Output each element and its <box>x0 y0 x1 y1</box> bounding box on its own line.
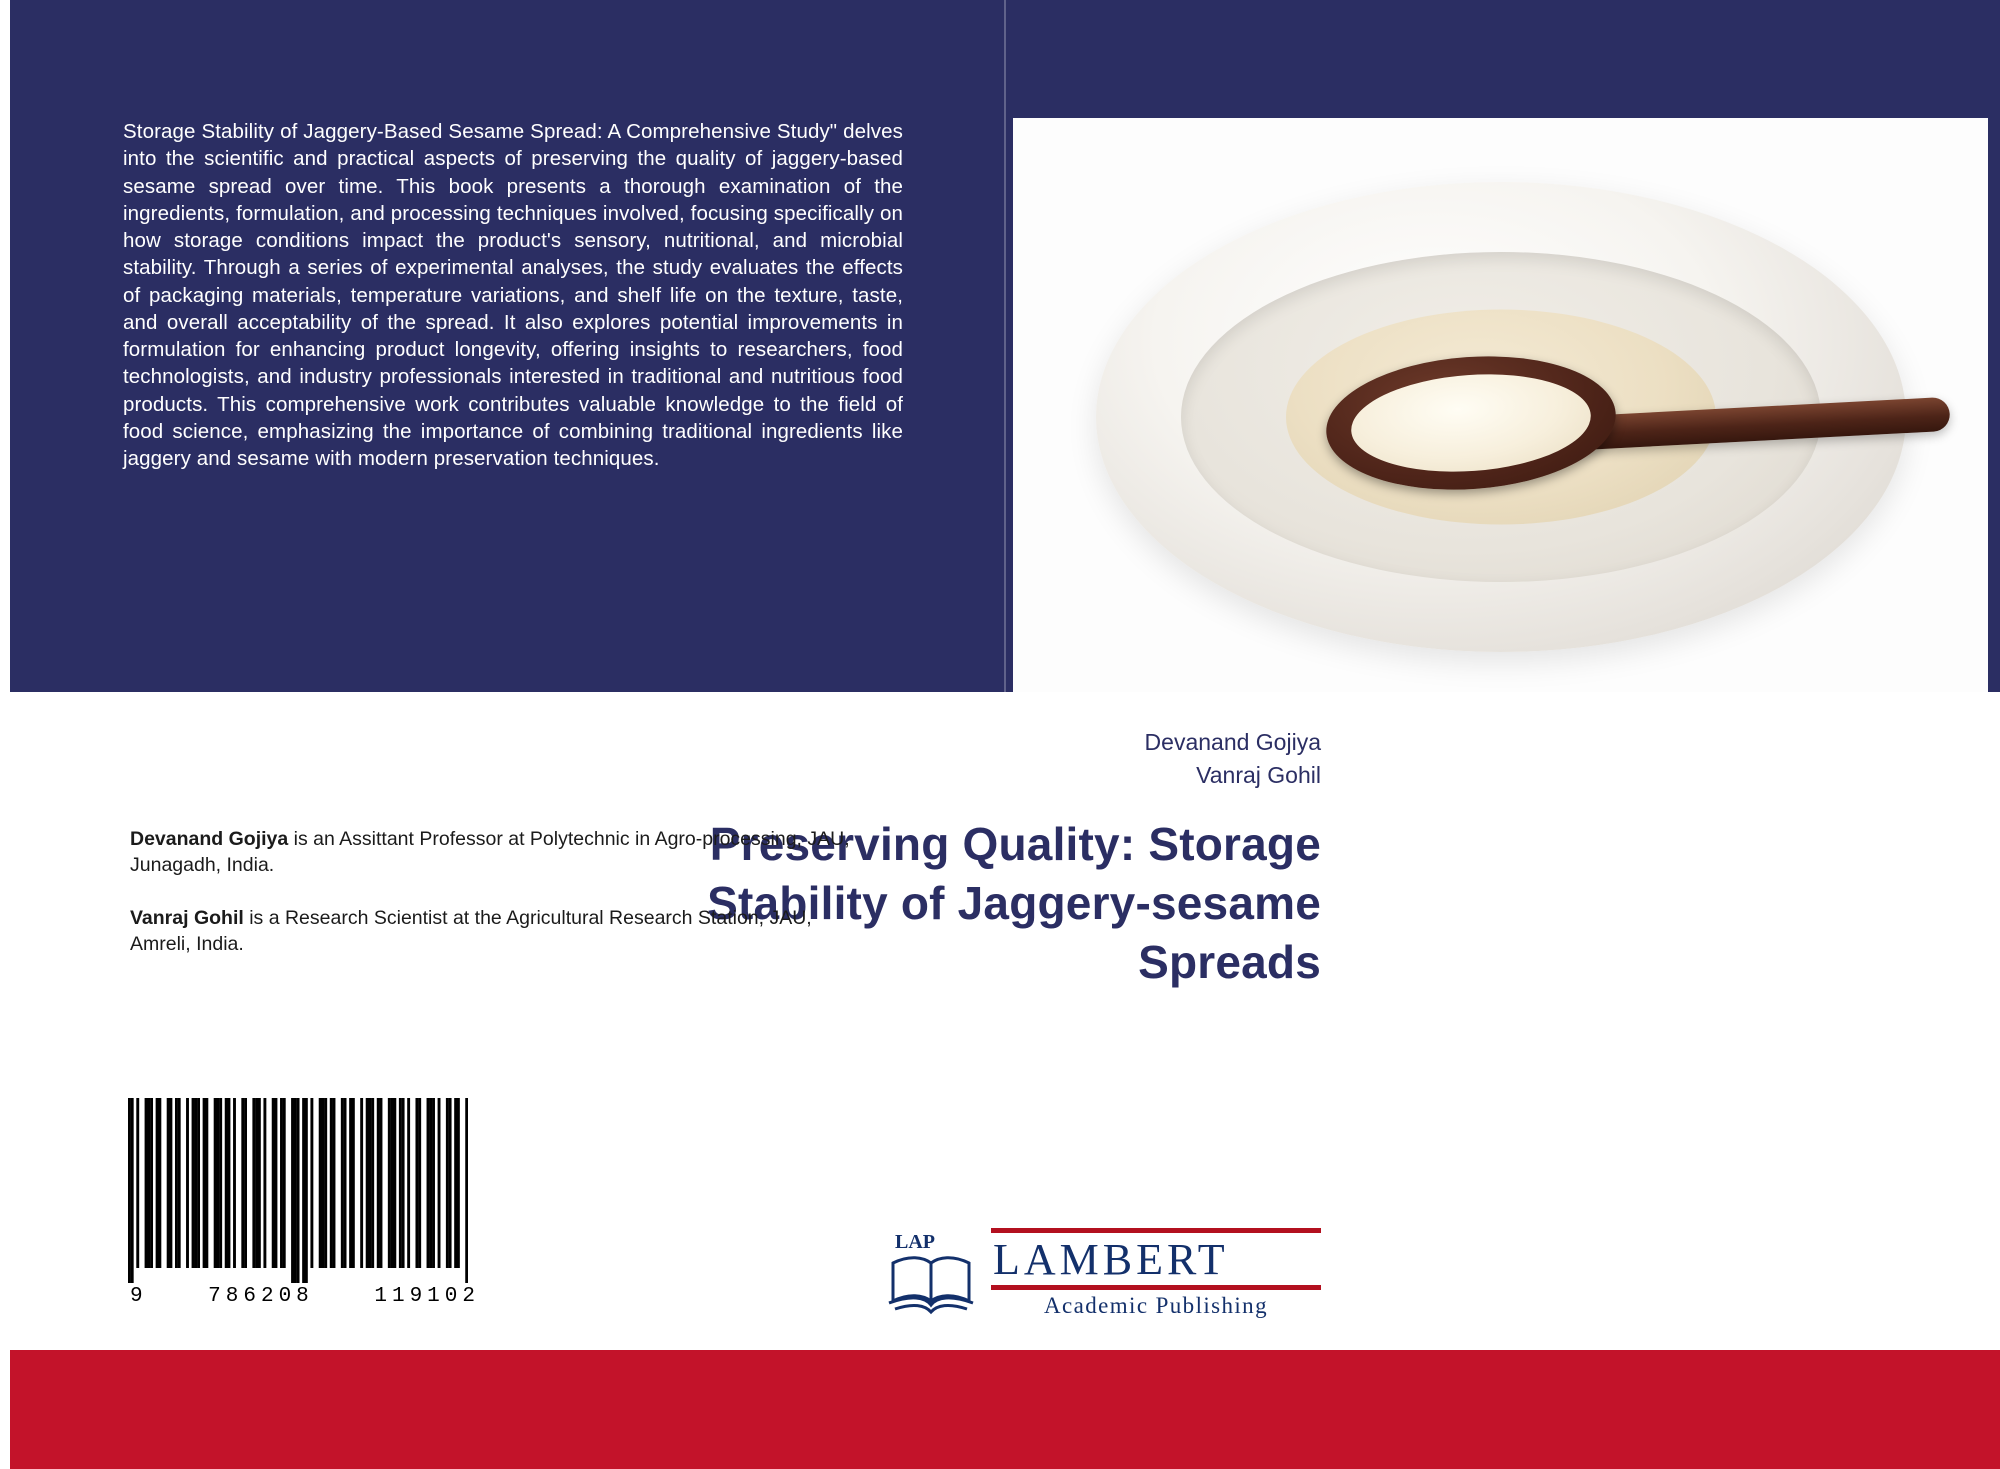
spine-line <box>1004 0 1006 692</box>
author-bio-1-name: Devanand Gojiya <box>130 828 289 850</box>
barcode-bars <box>128 1098 468 1283</box>
lap-acronym: LAP <box>895 1231 935 1254</box>
isbn-lead-digit: 9 <box>130 1285 148 1308</box>
author-bio-1 <box>130 826 875 879</box>
cover-photo-image <box>1013 118 1988 693</box>
cover-left-edge <box>0 0 10 692</box>
author-biographies <box>130 826 875 983</box>
author-bio-2-text: is a Research Scientist at the Agricultural Research Station, JAU, Amreli, India. <box>130 906 812 955</box>
lap-book-icon <box>885 1229 977 1317</box>
book-title: Preserving Quality: Storage Stability of Jaggery-sesame Spreads <box>707 818 1321 988</box>
isbn-group-1: 786208 <box>208 1285 314 1308</box>
publisher-tagline: Academic Publishing <box>1044 1292 1268 1318</box>
author-name-2: Vanraj Gohil <box>1196 762 1321 789</box>
isbn-digits <box>128 1285 480 1308</box>
publisher-wordmark <box>991 1228 1321 1319</box>
cover-photo <box>1013 118 1988 693</box>
publisher-name: LAMBERT <box>993 1235 1229 1284</box>
author-bio-2 <box>130 905 875 958</box>
sesame-seeds-in-spoon <box>1348 366 1594 479</box>
publisher-logo <box>885 1228 1321 1319</box>
bottom-left-edge <box>0 1350 10 1469</box>
bottom-red-band <box>0 1350 2000 1469</box>
author-bio-1-text: is an Assittant Professor at Polytechnic in Agro-processing, JAU, Junagadh, India. <box>130 828 850 877</box>
isbn-group-2: 119102 <box>374 1285 480 1308</box>
isbn-barcode <box>128 1098 480 1308</box>
front-cover-authors <box>681 726 1321 793</box>
author-bio-2-name: Vanraj Gohil <box>130 906 244 929</box>
author-name-1: Devanand Gojiya <box>1144 729 1321 755</box>
back-cover-blurb: Storage Stability of Jaggery-Based Sesame Spread: A Comprehensive Study" delves into the scientific and practical aspects of preserving the quality of jaggery-based sesame spread over time. This book presents a thorough examination of the ingredients, formulation, and processing techniques involved, focusing specifically on how storage conditions impact the product's sensory, nutritional, and microbial stability. Through a series of experimental analyses, the study evaluates the effects of packaging materials, temperature variations, and shelf life on the texture, taste, and overall acceptability of the spread. It also explores potential improvements in formulation for enhancing product longevity, offering insights to researchers, food technologists, and industry professionals interested in traditional and nutritious food products. This comprehensive work contributes valuable knowledge to the field of food science, emphasizing the importance of combining traditional ingredients like jaggery and sesame with modern preservation techniques. <box>123 120 903 470</box>
